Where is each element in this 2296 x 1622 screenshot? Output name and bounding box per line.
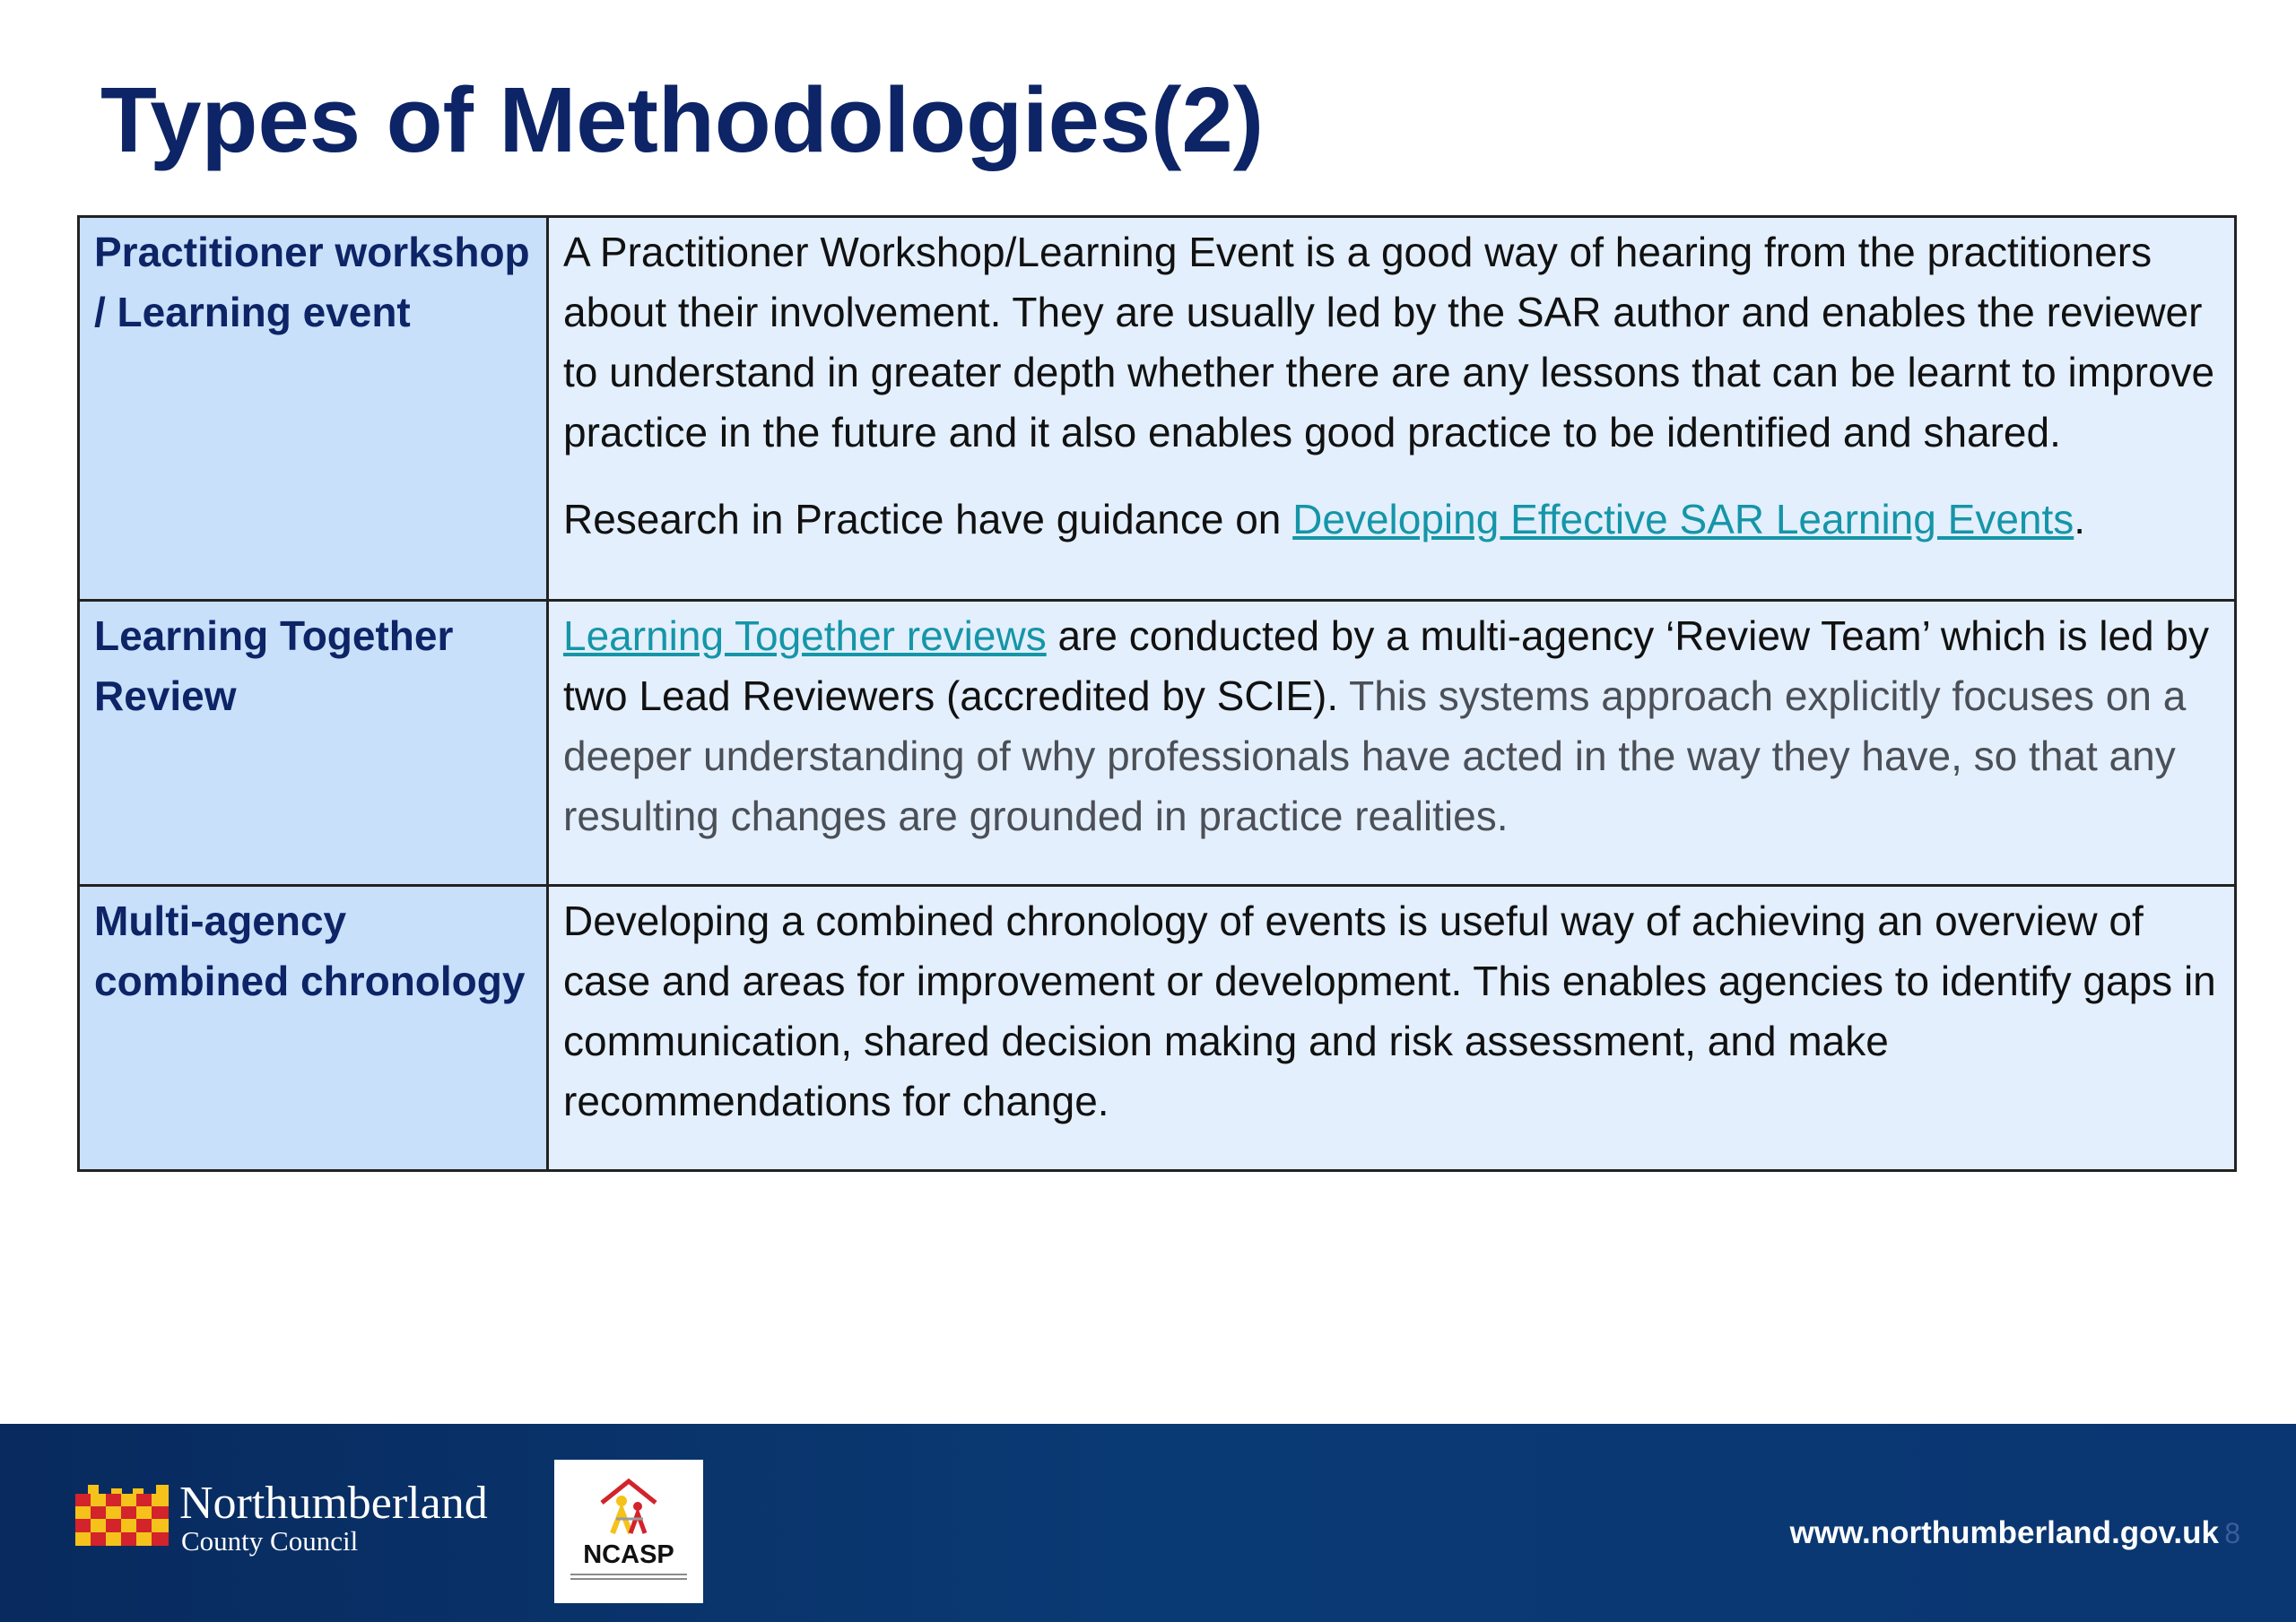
council-logo [75,1479,515,1560]
review-team-text: are conducted by a multi-agency ‘Review Team’ which is led by two Lead Reviewers (accredited by SCIE). [563,612,2209,719]
row-description [548,217,2236,601]
table-row [79,601,2236,886]
row-label: Multi-agency combined chronology [79,886,548,1171]
slide-number: 8 [2224,1517,2240,1549]
ncasp-logo [554,1460,703,1603]
ncasp-logo-text: NCASP [583,1540,674,1569]
row-description [548,601,2236,886]
website-url[interactable]: www.northumberland.gov.uk [1789,1515,2219,1550]
description-paragraph: Developing a combined chronology of events is useful way of achieving an overview of case and areas for improvement or development. This enables agencies to identify gaps in communication, shared decision making and risk assessment, and make recommendations for change. [563,898,2216,1124]
description-paragraph: A Practitioner Workshop/Learning Event is a good way of hearing from the practitioners about their involvement. They are usually led by the SAR author and enables the reviewer to understand in greater depth whether there are any lessons that can be learnt to improve practice in the future and it also enables good practice to be identified and shared. [563,229,2215,455]
methodologies-table [77,215,2237,1172]
house-figures-icon [595,1476,663,1537]
council-subtitle: County Council [181,1525,359,1557]
sar-learning-events-link[interactable]: Developing Effective SAR Learning Events [1292,496,2074,542]
council-crest-icon [75,1485,169,1546]
row-description [548,886,2236,1171]
guidance-text: Research in Practice have guidance on [563,496,1293,542]
ncasp-fine-print [570,1574,687,1583]
row-label: Learning Together Review [79,601,548,886]
council-name: Northumberland [179,1478,488,1529]
systems-approach-text: This systems approach explicitly focuses on a deeper understanding of why professionals have acted in the way they have, so that any resulting changes are grounded in practice realities. [563,672,2187,839]
table-row [79,886,2236,1171]
guidance-punctuation: . [2074,496,2086,542]
description-paragraph [563,490,2222,550]
footer-bar [0,1424,2296,1622]
table-row [79,217,2236,601]
row-label: Practitioner workshop / Learning event [79,217,548,601]
description-paragraph [563,606,2222,846]
slide-title: Types of Methodologies(2) [100,68,1265,171]
learning-together-link[interactable]: Learning Together reviews [563,612,1047,659]
